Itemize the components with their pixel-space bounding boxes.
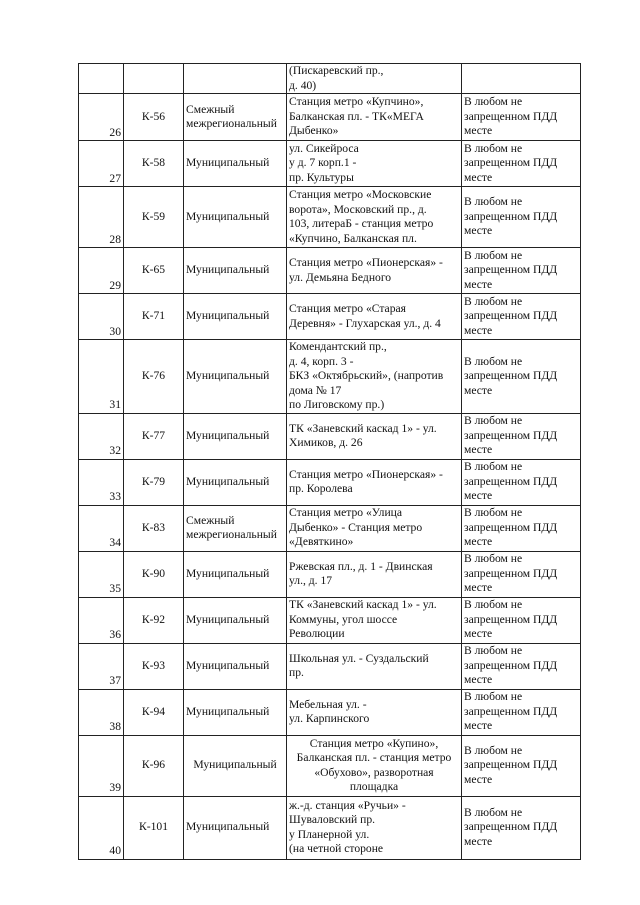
route-description-line: Станция метро «Московские: [289, 188, 432, 201]
route-code: К-92: [124, 597, 184, 643]
stop-place: [462, 459, 581, 505]
route-code: К-77: [124, 413, 184, 459]
table-row: [79, 689, 581, 735]
route-type: [184, 551, 287, 597]
route-description-line: Шуваловский пр.: [289, 813, 376, 826]
stop-place-line: В любом не: [464, 141, 523, 155]
route-type: [184, 597, 287, 643]
route-description: [287, 597, 462, 643]
stop-place-line: В любом не: [464, 354, 523, 368]
stop-place-line: запрещенном ПДД: [464, 309, 558, 323]
stop-place: [462, 141, 581, 187]
stop-place: [462, 551, 581, 597]
route-description-line: ж.-д. станция «Ручьи» -: [289, 798, 406, 812]
stop-place: [462, 735, 581, 796]
route-description: [287, 413, 462, 459]
route-description-line: д. 40): [289, 78, 317, 92]
route-type: [184, 413, 287, 459]
route-description: [287, 643, 462, 689]
route-description-line: Станция метро «Купино»,: [309, 736, 439, 750]
route-description-line: Станция метро «Улица: [289, 506, 402, 520]
row-number: 37: [79, 643, 124, 689]
route-description-line: Ржевская пл., д. 1 - Двинская: [289, 559, 433, 573]
route-description: [287, 689, 462, 735]
stop-place-line: В любом не: [464, 598, 523, 612]
table-row: [79, 187, 581, 248]
stop-place-line: месте: [464, 834, 493, 848]
route-code: К-101: [124, 796, 184, 859]
route-description-line: Мебельная ул. -: [289, 697, 367, 711]
route-code: К-65: [124, 248, 184, 294]
route-type: [184, 735, 287, 796]
route-description: [287, 735, 462, 796]
table-row: [79, 340, 581, 414]
stop-place: [462, 64, 581, 94]
route-description: [287, 459, 462, 505]
route-description: [287, 551, 462, 597]
stop-place-line: месте: [464, 489, 493, 503]
route-description: [287, 796, 462, 859]
route-type-line: Муниципальный: [186, 820, 270, 834]
route-description-line: пр. Культуры: [289, 170, 354, 184]
route-type-line: Муниципальный: [186, 156, 270, 170]
stop-place: [462, 505, 581, 551]
stop-place: [462, 643, 581, 689]
route-type: [184, 505, 287, 551]
table-row: [79, 597, 581, 643]
route-code: К-94: [124, 689, 184, 735]
route-description-line: БКЗ «Октябрьский», (напротив: [289, 369, 444, 382]
route-description-line: Деревня» - Глухарская ул., д. 4: [289, 316, 441, 330]
stop-place-line: В любом не: [464, 248, 523, 262]
stop-place-line: месте: [464, 627, 493, 641]
stop-place-line: В любом не: [464, 506, 523, 520]
route-description-line: пр. Королева: [289, 482, 353, 495]
table-row: [79, 796, 581, 859]
table-row: [79, 94, 581, 141]
row-number: 26: [79, 94, 124, 141]
row-number: 29: [79, 248, 124, 294]
stop-place-line: В любом не: [464, 195, 523, 209]
route-type-line: Муниципальный: [186, 474, 270, 488]
stop-place-line: В любом не: [464, 460, 523, 474]
route-code: К-71: [124, 294, 184, 340]
route-description-line: дома № 17: [289, 383, 342, 397]
route-description-line: Балканская пл. - ТК«МЕГА: [289, 109, 424, 123]
stop-place: [462, 597, 581, 643]
route-description-line: ул., д. 17: [289, 574, 333, 587]
route-description: [287, 248, 462, 294]
stop-place-line: В любом не: [464, 552, 523, 566]
stop-place: [462, 187, 581, 248]
stop-place-line: запрещенном ПДД: [464, 566, 558, 580]
route-type-line: Муниципальный: [186, 704, 270, 718]
stop-place-line: запрещенном ПДД: [464, 428, 558, 442]
stop-place: [462, 94, 581, 141]
routes-table-body: [79, 64, 581, 860]
row-number: 40: [79, 796, 124, 859]
row-number: 36: [79, 597, 124, 643]
stop-place-line: В любом не: [464, 294, 523, 308]
route-description: [287, 340, 462, 414]
route-type: [184, 459, 287, 505]
stop-place-line: В любом не: [464, 95, 523, 109]
row-number: 28: [79, 187, 124, 248]
table-row: [79, 643, 581, 689]
route-code: К-59: [124, 187, 184, 248]
route-description: [287, 294, 462, 340]
stop-place-line: месте: [464, 535, 493, 549]
route-description-line: пр.: [289, 666, 304, 679]
stop-place: [462, 340, 581, 414]
row-number: 31: [79, 340, 124, 414]
route-code: К-90: [124, 551, 184, 597]
route-description-line: Комендантский пр.,: [289, 340, 387, 353]
stop-place-line: месте: [464, 277, 493, 291]
route-type: [184, 340, 287, 414]
stop-place: [462, 248, 581, 294]
stop-place-line: месте: [464, 170, 493, 184]
route-description-line: ул. Сикейроса: [289, 141, 359, 155]
route-description-line: Дыбенко»: [289, 124, 339, 138]
route-type: [184, 141, 287, 187]
stop-place: [462, 796, 581, 859]
route-type: [184, 94, 287, 141]
stop-place-line: запрещенном ПДД: [464, 263, 558, 277]
route-code: К-56: [124, 94, 184, 141]
routes-table: [78, 63, 581, 860]
row-number: 30: [79, 294, 124, 340]
route-description-line: «Обухово», разворотная: [314, 765, 434, 779]
route-description-line: Станция метро «Пионерская» -: [289, 467, 443, 481]
route-type-line: Муниципальный: [186, 263, 270, 277]
stop-place-line: запрещенном ПДД: [464, 474, 558, 488]
route-description: [287, 94, 462, 141]
route-code: К-83: [124, 505, 184, 551]
route-description-line: «Купчино, Балканская пл.: [289, 231, 417, 245]
table-row: [79, 459, 581, 505]
stop-place-line: В любом не: [464, 644, 523, 658]
row-number: 27: [79, 141, 124, 187]
stop-place-line: В любом не: [464, 805, 523, 819]
route-description: [287, 64, 462, 94]
route-type-line: Муниципальный: [186, 658, 270, 672]
stop-place-line: В любом не: [464, 690, 523, 704]
route-type: [184, 248, 287, 294]
stop-place-line: месте: [464, 581, 493, 595]
table-row: [79, 551, 581, 597]
stop-place-line: запрещенном ПДД: [464, 658, 558, 672]
table-row: [79, 413, 581, 459]
stop-place-line: запрещенном ПДД: [464, 758, 558, 772]
route-code: [124, 64, 184, 94]
stop-place-line: запрещенном ПДД: [464, 156, 558, 170]
stop-place-line: месте: [464, 383, 493, 397]
stop-place-line: запрещенном ПДД: [464, 109, 558, 123]
stop-place-line: В любом не: [464, 743, 523, 757]
route-code: К-58: [124, 141, 184, 187]
route-code: К-93: [124, 643, 184, 689]
row-number: 32: [79, 413, 124, 459]
route-type-line: Муниципальный: [186, 309, 270, 323]
route-description-line: Станция метро «Старая: [289, 302, 406, 315]
stop-place-line: месте: [464, 224, 493, 238]
route-description-line: у Планерной ул.: [289, 827, 370, 841]
route-type-line: Муниципальный: [186, 612, 270, 626]
route-description: [287, 141, 462, 187]
route-type: [184, 187, 287, 248]
stop-place: [462, 689, 581, 735]
route-type-line: межрегиональный: [186, 117, 277, 130]
row-number: 33: [79, 459, 124, 505]
route-description-line: Балканская пл. - станция метро: [296, 751, 452, 764]
route-type: [184, 64, 287, 94]
route-description-line: Школьная ул. - Суздальский: [289, 651, 429, 665]
route-description-line: ТК «Заневский каскад 1» - ул.: [289, 598, 437, 612]
row-number: 39: [79, 735, 124, 796]
route-description-line: «Девяткино»: [289, 535, 354, 549]
route-description-line: Дыбенко» - Станция метро: [289, 520, 423, 534]
stop-place-line: запрещенном ПДД: [464, 369, 558, 382]
route-description-line: Химиков, д. 26: [289, 436, 363, 449]
stop-place-line: запрещенном ПДД: [464, 209, 558, 223]
table-row: [79, 505, 581, 551]
stop-place: [462, 413, 581, 459]
route-description-line: ул. Демьяна Бедного: [289, 270, 392, 284]
stop-place: [462, 294, 581, 340]
row-number: 34: [79, 505, 124, 551]
route-type-line: Муниципальный: [186, 428, 270, 442]
stop-place-line: месте: [464, 443, 493, 457]
route-description-line: площадка: [349, 780, 399, 793]
route-type-line: межрегиональный: [186, 528, 277, 541]
route-description-line: ТК «Заневский каскад 1» - ул.: [289, 421, 437, 435]
route-type: [184, 294, 287, 340]
route-description-line: (на четной стороне: [289, 842, 384, 855]
route-type: [184, 643, 287, 689]
stop-place-line: запрещенном ПДД: [464, 612, 558, 626]
route-description-line: 103, литераБ - станция метро: [289, 217, 434, 230]
route-description-line: д. 4, корп. 3 -: [289, 354, 354, 368]
route-description: [287, 187, 462, 248]
route-type-line: Муниципальный: [186, 566, 270, 580]
route-description-line: Станция метро «Пионерская» -: [289, 256, 443, 269]
route-description: [287, 505, 462, 551]
route-description-line: ворота», Московский пр., д.: [289, 202, 427, 216]
stop-place-line: месте: [464, 673, 493, 687]
route-type-line: Смежный: [186, 102, 235, 116]
stop-place-line: месте: [464, 719, 493, 733]
route-description-line: ул. Карпинского: [289, 712, 370, 725]
route-description-line: по Лиговскому пр.): [289, 398, 385, 411]
row-number: 38: [79, 689, 124, 735]
route-description-line: у д. 7 корп.1 -: [289, 156, 357, 170]
table-row: [79, 64, 581, 94]
stop-place-line: В любом не: [464, 414, 523, 428]
route-code: К-79: [124, 459, 184, 505]
row-number: [79, 64, 124, 94]
stop-place-line: запрещенном ПДД: [464, 820, 558, 834]
route-type-line: Муниципальный: [193, 758, 277, 772]
route-type: [184, 689, 287, 735]
route-description-line: Революции: [289, 627, 345, 641]
route-type-line: Смежный: [186, 513, 235, 527]
route-type: [184, 796, 287, 859]
route-type-line: Муниципальный: [186, 369, 270, 382]
stop-place-line: запрещенном ПДД: [464, 520, 558, 534]
stop-place-line: месте: [464, 323, 493, 337]
route-description-line: Станция метро «Купчино»,: [289, 95, 424, 109]
row-number: 35: [79, 551, 124, 597]
route-code: К-76: [124, 340, 184, 414]
table-row: [79, 248, 581, 294]
table-row: [79, 294, 581, 340]
route-type-line: Муниципальный: [186, 209, 270, 223]
route-code: К-96: [124, 735, 184, 796]
route-description-line: Коммуны, угол шоссе: [289, 612, 398, 626]
stop-place-line: месте: [464, 124, 493, 138]
table-row: [79, 735, 581, 796]
table-row: [79, 141, 581, 187]
route-description-line: (Пискаревский пр.,: [289, 64, 384, 77]
stop-place-line: запрещенном ПДД: [464, 704, 558, 718]
stop-place-line: месте: [464, 772, 493, 786]
